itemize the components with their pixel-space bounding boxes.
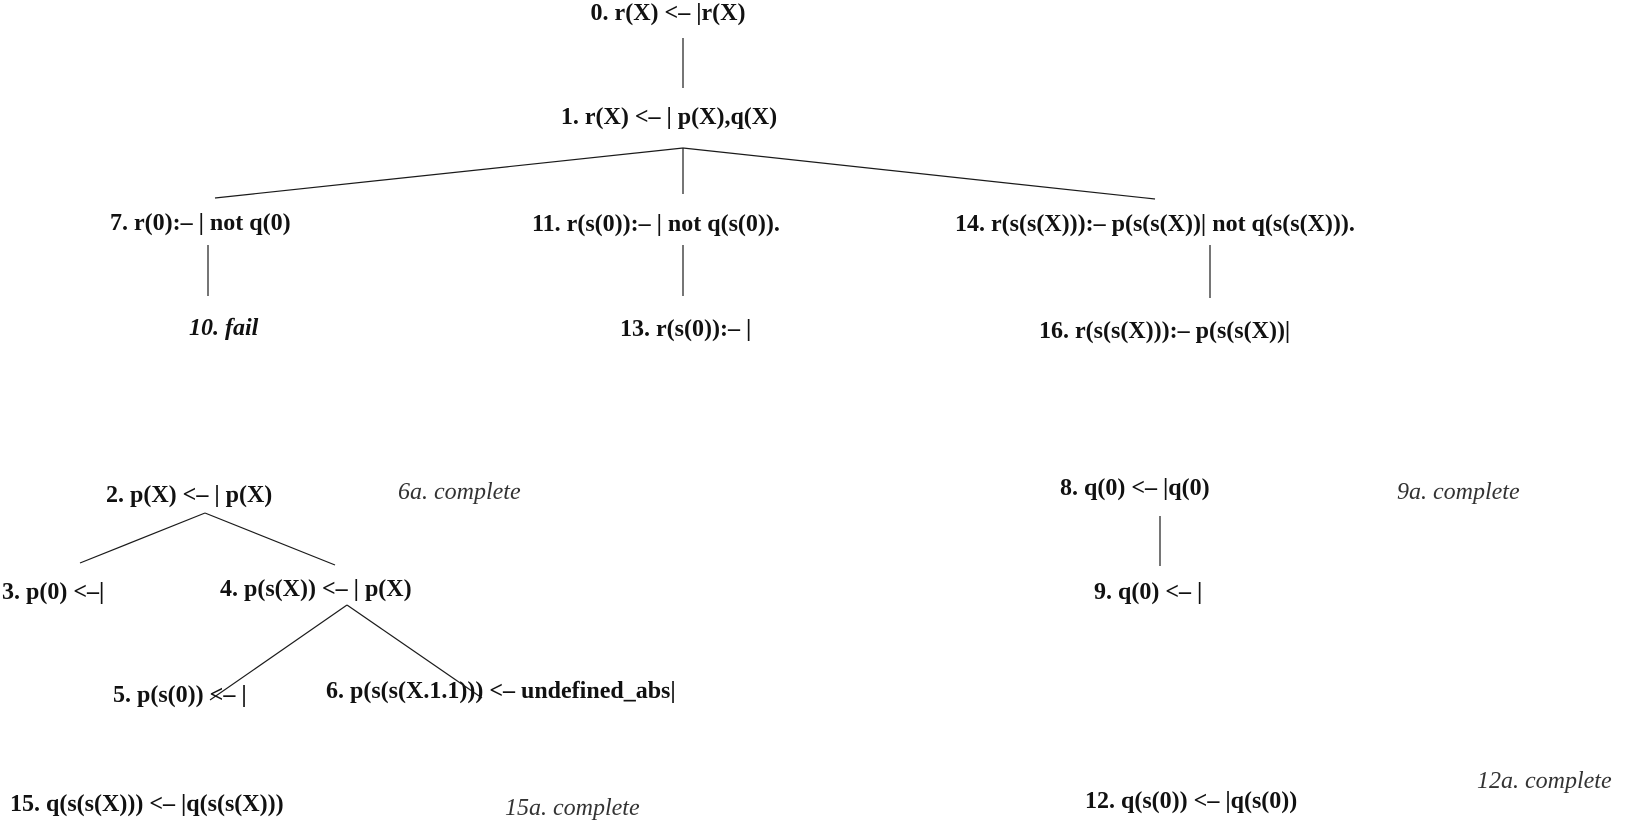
node-15: 15. q(s(s(X))) <– |q(s(s(X))) [10,791,284,817]
node-16: 16. r(s(s(X))):– p(s(s(X))| [1039,318,1291,344]
edge-2-3 [80,513,205,563]
node-6: 6. p(s(s(X.1.1))) <– undefined_abs| [326,678,676,704]
status-9a-complete: 9a. complete [1397,479,1520,505]
node-0: 0. r(X) <– |r(X) [590,0,746,26]
node-9: 9. q(0) <– | [1094,579,1203,605]
node-1: 1. r(X) <– | p(X),q(X) [560,104,778,130]
edge-1-14 [683,148,1155,199]
node-3: 3. p(0) <–| [2,579,105,605]
status-15a-complete: 15a. complete [505,795,640,821]
status-6a-complete: 6a. complete [398,479,521,505]
node-13: 13. r(s(0)):– | [620,316,752,342]
node-5: 5. p(s(0)) <– | [113,682,247,708]
node-12: 12. q(s(0)) <– |q(s(0)) [1085,788,1298,814]
node-7: 7. r(0):– | not q(0) [110,210,291,236]
node-11: 11. r(s(0)):– | not q(s(0)). [532,211,780,237]
node-8: 8. q(0) <– |q(0) [1060,475,1210,501]
node-14: 14. r(s(s(X))):– p(s(s(X))| not q(s(s(X))). [955,211,1355,237]
edge-2-4 [205,513,335,565]
node-10-fail: 10. fail [189,315,259,341]
node-2: 2. p(X) <– | p(X) [106,482,273,508]
edge-1-7 [215,148,683,198]
status-12a-complete: 12a. complete [1477,768,1612,794]
node-4: 4. p(s(X)) <– | p(X) [220,576,412,602]
